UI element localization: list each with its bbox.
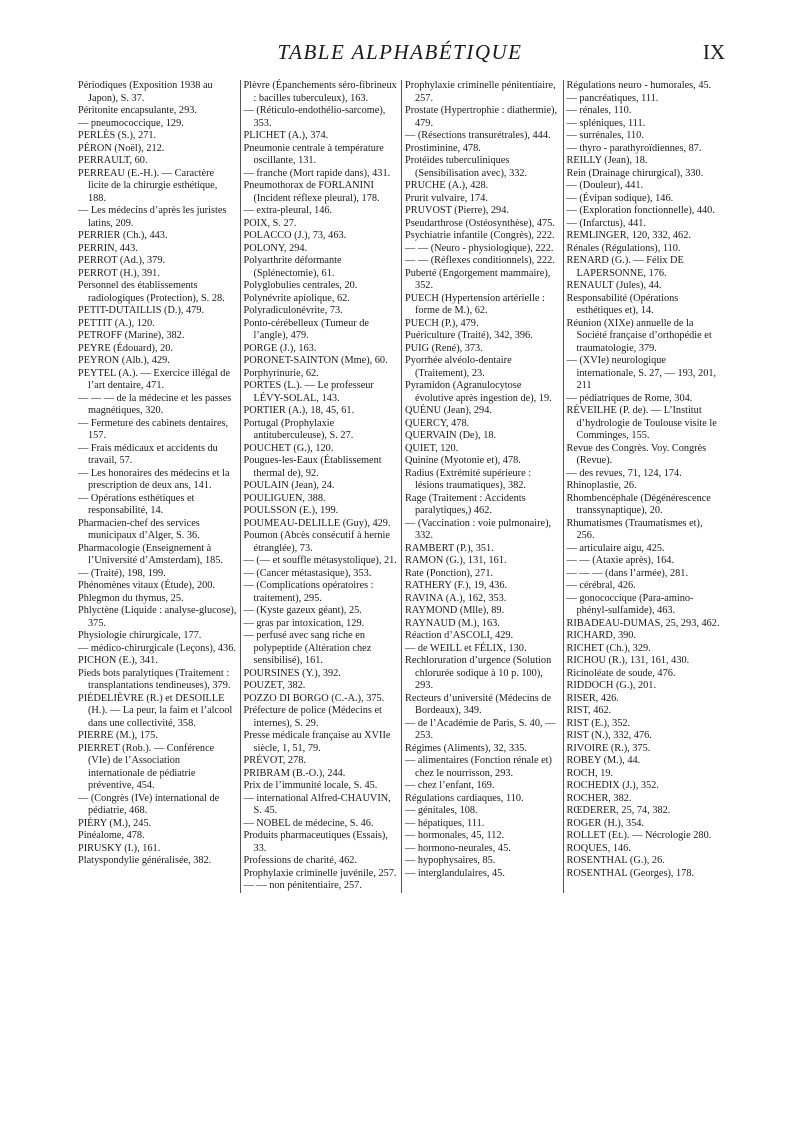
index-entry: ROCHER, 382. bbox=[566, 792, 632, 804]
index-entry: — gonococcique (Para-amino-phényl-sulfamide), 463. bbox=[566, 592, 694, 616]
index-entry: Prophylaxie criminelle juvénile, 257. bbox=[243, 867, 397, 879]
index-entry: PERROT (H.), 391. bbox=[78, 267, 160, 279]
index-entry: Polyradiculonévrite, 73. bbox=[243, 305, 343, 316]
index-entry: — Les honoraires des médecins et la prescription de deux ans, 141. bbox=[78, 467, 230, 491]
index-entry: POURSINES (Y.), 392. bbox=[243, 667, 341, 679]
index-entry: ROCH, 19. bbox=[566, 767, 614, 779]
index-entry: QUÉNU (Jean), 294. bbox=[405, 405, 492, 416]
index-entry: — NOBEL de médecine, S. 46. bbox=[243, 817, 374, 829]
index-entry: Préfecture de police (Médecins et internes), S. 29. bbox=[243, 705, 382, 729]
index-entry: — — (Neuro - physiologique), 222. bbox=[405, 242, 554, 254]
index-entry: — articulaire aigu, 425. bbox=[566, 542, 665, 554]
index-entry: Prix de l’immunité locale, S. 45. bbox=[243, 780, 378, 791]
index-entry: PIÉRY (M.), 245. bbox=[78, 817, 152, 829]
index-entry: — (Cancer métastasique), 353. bbox=[243, 567, 372, 579]
index-entry: Pneumonie centrale à température oscillante, 131. bbox=[243, 142, 384, 166]
index-entry: RÉVEILHE (P. de). — L’Institut d’hydrologie de Toulouse visite le Comminges, 155. bbox=[566, 405, 717, 441]
index-entry: Rage (Traitement : Accidents paralytiques,) 462. bbox=[405, 492, 526, 516]
index-entry: Personnel des établissements radiologiques (Protection), S. 28. bbox=[78, 280, 225, 304]
index-entry: Plèvre (Épanchements séro-fibrineux : bacilles tuberculeux), 163. bbox=[243, 80, 397, 104]
index-entry: — (— et souffle métasystolique), 21. bbox=[243, 555, 397, 566]
index-entry: — — non pénitentiaire, 257. bbox=[243, 880, 362, 891]
index-entry: RATHERY (F.), 19, 436. bbox=[405, 580, 508, 591]
index-entry: Quinine (Myotonie et), 478. bbox=[405, 455, 521, 466]
index-entry: PIRUSKY (I.), 161. bbox=[78, 842, 161, 854]
index-entry: — pédiatriques de Rome, 304. bbox=[566, 392, 693, 404]
index-entry: PERRIER (Ch.), 443. bbox=[78, 230, 168, 241]
index-entry: REILLY (Jean), 18. bbox=[566, 155, 648, 166]
index-entry: — gras par intoxication, 129. bbox=[243, 617, 365, 629]
index-entry: — Les médecins d’après les juristes latins, 209. bbox=[78, 205, 227, 229]
index-entry: — Opérations esthétiques et responsabilité, 14. bbox=[78, 492, 195, 516]
index-entry: — perfusé avec sang riche en polypeptide (Altération chez sensibilisé), 161. bbox=[243, 630, 372, 666]
index-entry: — génitales, 108. bbox=[405, 805, 478, 816]
index-entry: POULSSON (E.), 199. bbox=[243, 505, 339, 516]
index-entry: Presse médicale française au XVIIe siècle, 1, 51, 79. bbox=[243, 730, 391, 754]
index-entry: RICHARD, 390. bbox=[566, 630, 637, 641]
index-entry: Platyspondylie généralisée, 382. bbox=[78, 855, 212, 866]
index-entry: POLONY, 294. bbox=[243, 242, 308, 254]
index-entry: — alimentaires (Fonction rénale et) chez le nourrisson, 293. bbox=[405, 755, 552, 779]
index-entry: Pinéalome, 478. bbox=[78, 830, 145, 841]
index-entry: Pseudarthrose (Ostéosynthèse), 475. bbox=[405, 217, 555, 229]
index-entry: Puériculture (Traité), 342, 396. bbox=[405, 330, 533, 341]
page-title: TABLE ALPHABÉTIQUE bbox=[277, 40, 523, 64]
index-entry: Prostiminine, 478. bbox=[405, 142, 481, 154]
index-entry: — — — (dans l’armée), 281. bbox=[566, 567, 689, 579]
index-entry: Rhinoplastie, 26. bbox=[566, 480, 637, 491]
index-entry: PUECH (Hypertension artérielle : forme de M.), 62. bbox=[405, 292, 545, 316]
index-entry: Périodiques (Exposition 1938 au Japon), S. 37. bbox=[78, 80, 213, 104]
index-entry: PETTIT (A.), 120. bbox=[78, 317, 155, 329]
index-entry: Pneumothorax de FORLANINI (Incident réflexe pleural), 178. bbox=[243, 180, 380, 204]
index-column-4 bbox=[563, 80, 725, 893]
index-entry: Polyarthrite déformante (Splénectomie), 61. bbox=[243, 255, 342, 279]
index-entry: — franche (Mort rapide dans), 431. bbox=[243, 167, 391, 179]
index-entry: Ponto-cérébelleux (Tumeur de l’angle), 479. bbox=[243, 317, 369, 341]
index-entry: — — — de la médecine et les passes magnétiques, 320. bbox=[78, 392, 232, 416]
index-entry: PIÉDELIÈVRE (R.) et DESOILLE (H.). — La peur, la faim et l’alcool dans une collectivité, 358. bbox=[78, 692, 233, 729]
index-entry: — hormono-neurales, 45. bbox=[405, 842, 511, 854]
index-entry: Pyorrhée alvéolo-dentaire (Traitement), 23. bbox=[405, 355, 512, 379]
index-entry: — surrénales, 110. bbox=[566, 130, 644, 141]
index-entry: PORGE (J.), 163. bbox=[243, 342, 317, 354]
index-entry: Régimes (Aliments), 32, 335. bbox=[405, 742, 527, 754]
index-entry: Radius (Extrémité supérieure : lésions traumatiques), 382. bbox=[405, 467, 532, 491]
index-entry: ROSENTHAL (Georges), 178. bbox=[566, 867, 695, 879]
index-entry: POIX, S. 27. bbox=[243, 217, 297, 229]
index-entry: PICHON (E.), 341. bbox=[78, 655, 158, 666]
index-entry: RENARD (G.). — Félix DE LAPERSONNE, 176. bbox=[566, 255, 684, 279]
index-entry: PORONET-SAINTON (Mme), 60. bbox=[243, 355, 388, 366]
index-entry: PORTES (L.). — Le professeur LÉVY-SOLAL, 143. bbox=[243, 380, 374, 404]
index-entry: PRÉVOT, 278. bbox=[243, 755, 306, 766]
index-entry: RAYMOND (Mlle), 89. bbox=[405, 605, 505, 616]
index-entry: PEYRE (Édouard), 20. bbox=[78, 342, 173, 354]
index-entry: PETIT-DUTAILLIS (D.), 479. bbox=[78, 305, 205, 316]
index-entry: RENAULT (Jules), 44. bbox=[566, 280, 662, 291]
index-entry: — interglandulaires, 45. bbox=[405, 867, 505, 879]
index-entry: — (Réticulo-endothélio-sarcome), 353. bbox=[243, 105, 386, 129]
index-entry: Poumon (Abcès consécutif à hernie étranglée), 73. bbox=[243, 530, 390, 554]
index-entry: Pharmacologie (Enseignement à l’Université d’Amsterdam), 185. bbox=[78, 542, 223, 566]
index-entry: Polyglobulies centrales, 20. bbox=[243, 280, 358, 291]
index-entry: Rate (Ponction), 271. bbox=[405, 567, 494, 579]
index-entry: POULAIN (Jean), 24. bbox=[243, 480, 335, 491]
index-entry: Produits pharmaceutiques (Essais), 33. bbox=[243, 830, 388, 854]
index-entry: — (XVIe) neurologique internationale, S. 27, — 193, 201, 211 bbox=[566, 355, 717, 391]
index-entry: — thyro - parathyroïdiennes, 87. bbox=[566, 142, 702, 154]
index-entry: PERROT (Ad.), 379. bbox=[78, 255, 166, 266]
index-entry: — hormonales, 45, 112. bbox=[405, 830, 505, 841]
index-entry: RICHOU (R.), 131, 161, 430. bbox=[566, 655, 690, 666]
index-entry: — extra-pleural, 146. bbox=[243, 205, 333, 216]
index-entry: PERREAU (E.-H.). — Caractère licite de la chirurgie esthétique, 188. bbox=[78, 167, 218, 204]
index-entry: PRUCHE (A.), 428. bbox=[405, 180, 489, 191]
index-entry: Prophylaxie criminelle pénitentiaire, 257. bbox=[405, 80, 556, 104]
page-header bbox=[0, 40, 800, 74]
index-entry: — (Infarctus), 441. bbox=[566, 217, 646, 229]
index-entry: RISER, 426. bbox=[566, 692, 619, 704]
index-entry: Rénales (Régulations), 110. bbox=[566, 242, 681, 254]
index-entry: PIERRE (M.), 175. bbox=[78, 730, 158, 741]
index-entry: Phlegmon du thymus, 25. bbox=[78, 592, 184, 604]
index-entry: PERRAULT, 60. bbox=[78, 155, 148, 166]
index-entry: RICHET (Ch.), 329. bbox=[566, 642, 651, 654]
index-entry: — pneumococcique, 129. bbox=[78, 117, 184, 129]
index-column-1 bbox=[78, 80, 240, 893]
index-entry: PEYRON (Alb.), 429. bbox=[78, 355, 170, 366]
index-entry: Réunion (XIXe) annuelle de la Société française d’orthopédie et traumatologie, 379. bbox=[566, 317, 712, 354]
index-entry: Réaction d’ASCOLI, 429. bbox=[405, 630, 514, 641]
index-entry: — — (Ataxie après), 164. bbox=[566, 555, 675, 566]
index-entry: POZZO DI BORGO (C.-A.), 375. bbox=[243, 692, 385, 704]
page-number: IX bbox=[702, 40, 725, 64]
index-entry: Physiologie chirurgicale, 177. bbox=[78, 630, 202, 641]
index-entry: RAMON (G.), 131, 161. bbox=[405, 555, 507, 566]
index-entry: Péritonite encapsulante, 293. bbox=[78, 105, 197, 116]
index-entry: — médico-chirurgicale (Leçons), 436. bbox=[78, 642, 236, 654]
index-entry: ROCHEDIX (J.), 352. bbox=[566, 780, 659, 791]
index-entry: RIST (E.), 352. bbox=[566, 717, 631, 729]
index-entry: RIST (N.), 332, 476. bbox=[566, 730, 652, 741]
index-entry: ROSENTHAL (G.), 26. bbox=[566, 855, 665, 866]
index-entry: RAMBERT (P.), 351. bbox=[405, 542, 494, 554]
index-entry: — (Traité), 198, 199. bbox=[78, 567, 166, 579]
index-entry: Prostate (Hypertrophie : diathermie), 479. bbox=[405, 105, 558, 129]
index-entry: PÉRON (Noël), 212. bbox=[78, 142, 165, 154]
index-entry: Ricinoléate de soude, 476. bbox=[566, 667, 676, 679]
index-entry: Psychiatrie infantile (Congrès), 222. bbox=[405, 230, 555, 241]
index-entry: — hypophysaires, 85. bbox=[405, 855, 496, 866]
index-entry: PLICHET (A.), 374. bbox=[243, 130, 329, 141]
index-entry: POUZET, 382. bbox=[243, 680, 306, 691]
index-entry: Régulations cardiaques, 110. bbox=[405, 792, 524, 804]
index-entry: Portugal (Prophylaxie antituberculeuse), S. 27. bbox=[243, 417, 354, 441]
index-entry: — cérébral, 426. bbox=[566, 580, 636, 591]
index-entry: — chez l’enfant, 169. bbox=[405, 780, 495, 791]
index-entry: ROBEY (M.), 44. bbox=[566, 755, 641, 766]
index-entry: — rénales, 110. bbox=[566, 105, 632, 116]
index-entry: Rhumatismes (Traumatismes et), 256. bbox=[566, 517, 703, 541]
index-entry: Pieds bots paralytiques (Traitement : transplantations tendineuses), 379. bbox=[78, 667, 231, 691]
index-entry: POLACCO (J.), 73, 463. bbox=[243, 230, 347, 241]
index-entry: — international Alfred-CHAUVIN, S. 45. bbox=[243, 792, 391, 816]
index-entry: RAYNAUD (M.), 163. bbox=[405, 617, 500, 629]
index-entry: Recteurs d’université (Médecins de Bordeaux), 349. bbox=[405, 692, 552, 716]
index-entry: PERLÈS (S.), 271. bbox=[78, 130, 157, 141]
index-entry: RIVOIRE (R.), 375. bbox=[566, 742, 651, 754]
index-column-2 bbox=[240, 80, 402, 893]
index-entry: REMLINGER, 120, 332, 462. bbox=[566, 230, 691, 241]
index-entry: ROLLET (Et.). — Nécrologie 280. bbox=[566, 830, 712, 841]
index-entry: — (Vaccination : voie pulmonaire), 332. bbox=[405, 517, 552, 541]
index-entry: PUECH (P.), 479. bbox=[405, 317, 479, 329]
index-entry: QUIET, 120. bbox=[405, 442, 459, 454]
index-entry: POUMEAU-DELILLE (Guy), 429. bbox=[243, 517, 391, 529]
index-entry: — (Évipan sodique), 146. bbox=[566, 192, 674, 204]
index-entry: — (Complications opératoires : traitement), 295. bbox=[243, 580, 374, 604]
index-entry: Polynévrite apiolique, 62. bbox=[243, 292, 350, 304]
index-entry: Porphyrinurie, 62. bbox=[243, 367, 319, 379]
index-entry: Régulations neuro - humorales, 45. bbox=[566, 80, 712, 91]
index-entry: — — (Réflexes conditionnels), 222. bbox=[405, 255, 555, 266]
index-entry: — (Douleur), 441. bbox=[566, 180, 644, 191]
index-entry: Pharmacien-chef des services municipaux d’Alger, S. 36. bbox=[78, 517, 200, 541]
index-entry: RŒDERER, 25, 74, 382. bbox=[566, 805, 671, 816]
index-entry: RIST, 462. bbox=[566, 705, 612, 716]
index-columns bbox=[78, 80, 724, 893]
index-entry: — Fermeture des cabinets dentaires, 157. bbox=[78, 417, 229, 441]
index-entry: RIBADEAU-DUMAS, 25, 293, 462. bbox=[566, 617, 720, 629]
index-entry: Rein (Drainage chirurgical), 330. bbox=[566, 167, 704, 179]
index-entry: PIERRET (Rob.). — Conférence (VIe) de l’Association internationale de pédiatrie préventive, 454. bbox=[78, 742, 215, 791]
index-entry: QUERCY, 478. bbox=[405, 417, 470, 429]
index-entry: Phénomènes vitaux (Étude), 200. bbox=[78, 580, 215, 591]
index-entry: — (Congrès (IVe) international de pédiatrie, 468. bbox=[78, 792, 220, 816]
index-entry: — spléniques, 111. bbox=[566, 117, 646, 129]
index-entry: Protéides tuberculiniques (Sensibilisation avec), 332. bbox=[405, 155, 528, 179]
index-entry: Prurit vulvaire, 174. bbox=[405, 192, 488, 204]
index-entry: — (Résections transurétrales), 444. bbox=[405, 130, 551, 141]
index-entry: — (Kyste gazeux géant), 25. bbox=[243, 605, 362, 616]
index-entry: PETROFF (Marine), 382. bbox=[78, 330, 185, 341]
index-entry: Revue des Congrès. Voy. Congrès (Revue). bbox=[566, 442, 707, 466]
index-entry: Puberté (Engorgement mammaire), 352. bbox=[405, 267, 551, 291]
index-entry: PORTIER (A.), 18, 45, 61. bbox=[243, 405, 355, 416]
index-entry: RIDDOCH (G.), 201. bbox=[566, 680, 657, 691]
index-entry: PERRIN, 443. bbox=[78, 242, 138, 254]
index-entry: PRIBRAM (B.-O.), 244. bbox=[243, 767, 346, 779]
index-entry: PRUVOST (Pierre), 294. bbox=[405, 205, 509, 216]
index-entry: Rechloruration d’urgence (Solution chlorurée sodique à 10 p. 100), 293. bbox=[405, 655, 552, 691]
index-entry: RAVINA (A.), 162, 353. bbox=[405, 592, 507, 604]
index-entry: POULIGUEN, 388. bbox=[243, 492, 326, 504]
index-entry: Rhombencéphale (Dégénérescence transsynaptique), 20. bbox=[566, 492, 711, 516]
index-entry: ROQUES, 146. bbox=[566, 842, 631, 854]
index-entry: Professions de charité, 462. bbox=[243, 855, 358, 866]
index-entry: — de l’Académie de Paris, S. 40, — 253. bbox=[405, 717, 556, 741]
index-entry: POUCHET (G.), 120. bbox=[243, 442, 334, 454]
index-entry: — hépatiques, 111. bbox=[405, 817, 485, 829]
index-entry: — pancréatiques, 111. bbox=[566, 92, 659, 104]
index-entry: — Frais médicaux et accidents du travail, 57. bbox=[78, 442, 218, 466]
index-entry: — (Exploration fonctionnelle), 440. bbox=[566, 205, 715, 216]
index-entry: PEYTEL (A.). — Exercice illégal de l’art dentaire, 471. bbox=[78, 367, 231, 391]
index-entry: — des revues, 71, 124, 174. bbox=[566, 467, 682, 479]
index-entry: Responsabilité (Opérations esthétiques et), 14. bbox=[566, 292, 679, 316]
index-entry: Pougues-les-Eaux (Établissement thermal de), 92. bbox=[243, 455, 382, 479]
index-column-3 bbox=[401, 80, 563, 893]
index-entry: PUIG (René), 373. bbox=[405, 342, 483, 354]
index-entry: — de WEILL et FÉLIX, 130. bbox=[405, 642, 527, 654]
index-entry: QUERVAIN (De), 18. bbox=[405, 430, 497, 441]
index-entry: Phlyctène (Liquide : analyse-glucose), 375. bbox=[78, 605, 237, 629]
index-entry: ROGER (H.), 354. bbox=[566, 817, 645, 829]
index-entry: Pyramidon (Agranulocytose évolutive après ingestion de), 19. bbox=[405, 380, 552, 404]
